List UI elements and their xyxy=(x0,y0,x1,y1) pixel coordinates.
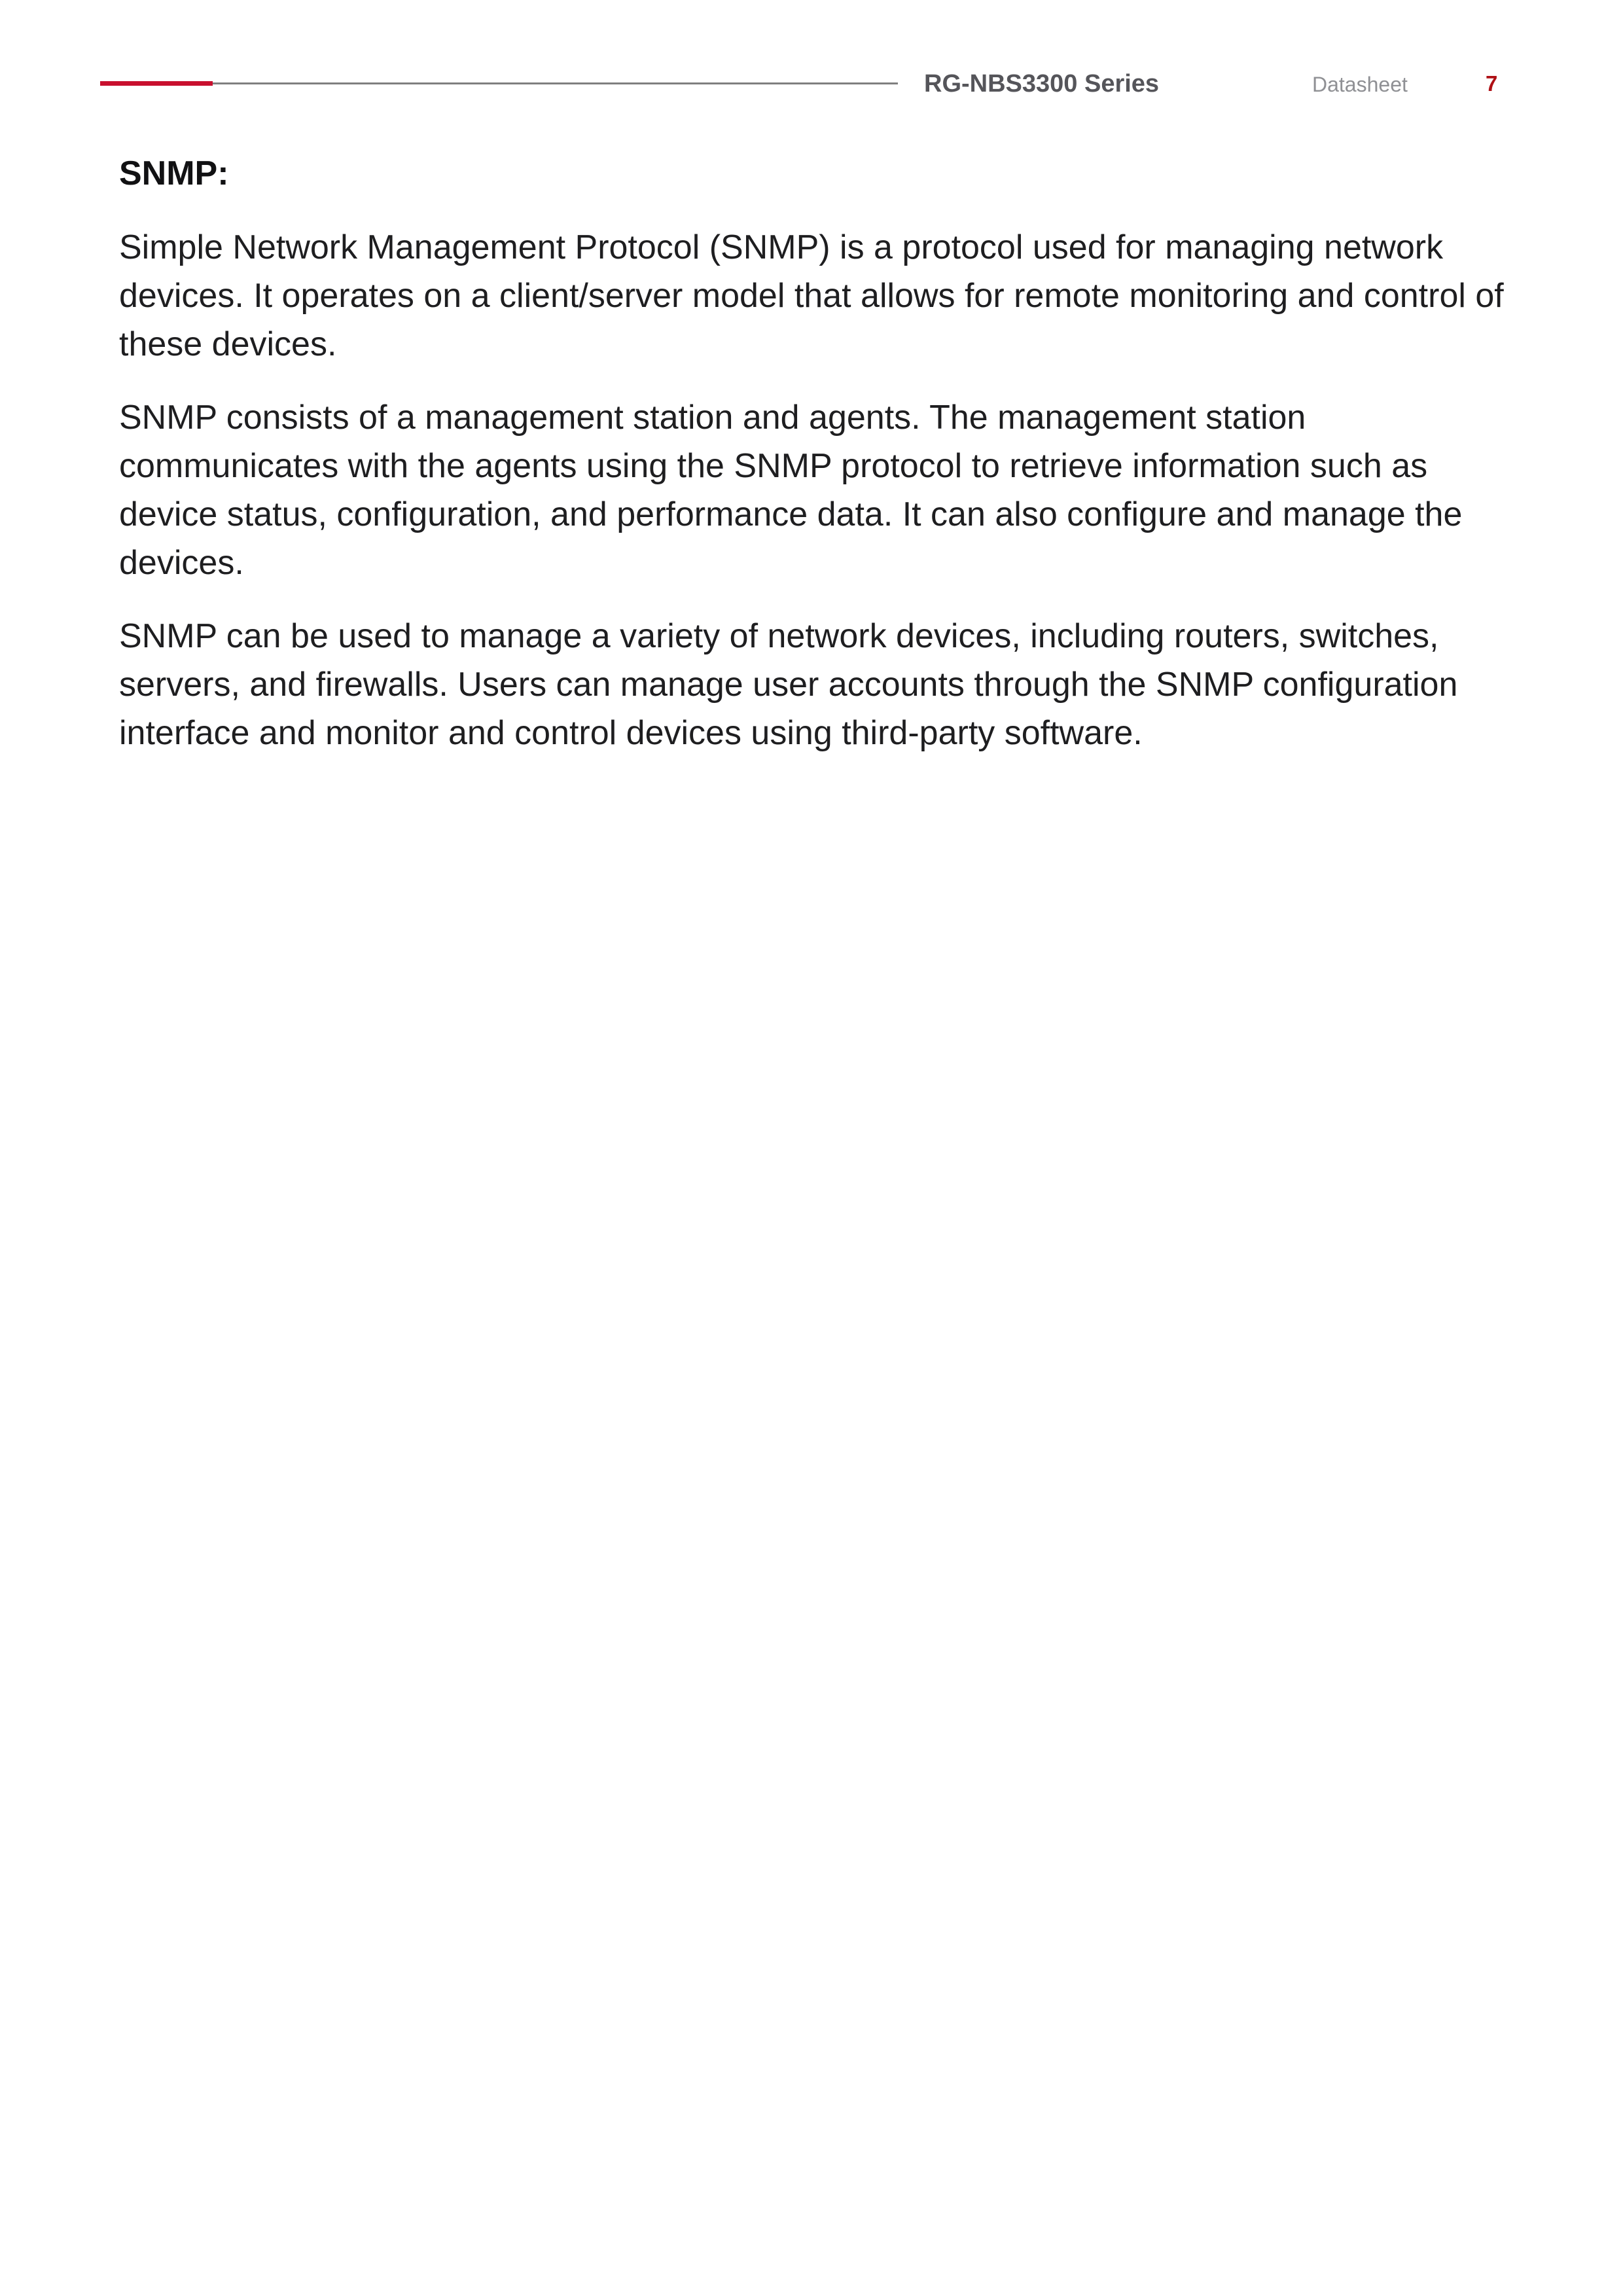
header-doc-type: Datasheet xyxy=(1312,73,1408,96)
paragraph-snmp-usage: SNMP can be used to manage a variety of network devices, including routers, switches, servers, and firewalls. Users can manage user accounts through the SNMP configuration interface and monitor and control devices using third-party software. xyxy=(119,617,1458,752)
section-heading-snmp: SNMP: xyxy=(119,154,229,192)
paragraph-snmp-intro: Simple Network Management Protocol (SNMP) is a protocol used for managing network devices. It operates on a client/server model that allows for remote monitoring and control of these devices. xyxy=(119,228,1504,363)
document-body xyxy=(119,152,1513,782)
header-page-number: 7 xyxy=(1486,71,1498,96)
header-product-title: RG-NBS3300 Series xyxy=(924,70,1160,98)
header-divider-rule xyxy=(213,82,898,84)
header-accent-rule xyxy=(100,81,213,86)
paragraph-snmp-components: SNMP consists of a management station and agents. The management station communicates with the agents using the SNMP protocol to retrieve information such as device status, configuration, and performance data. It can also configure and manage the devices. xyxy=(119,399,1463,582)
